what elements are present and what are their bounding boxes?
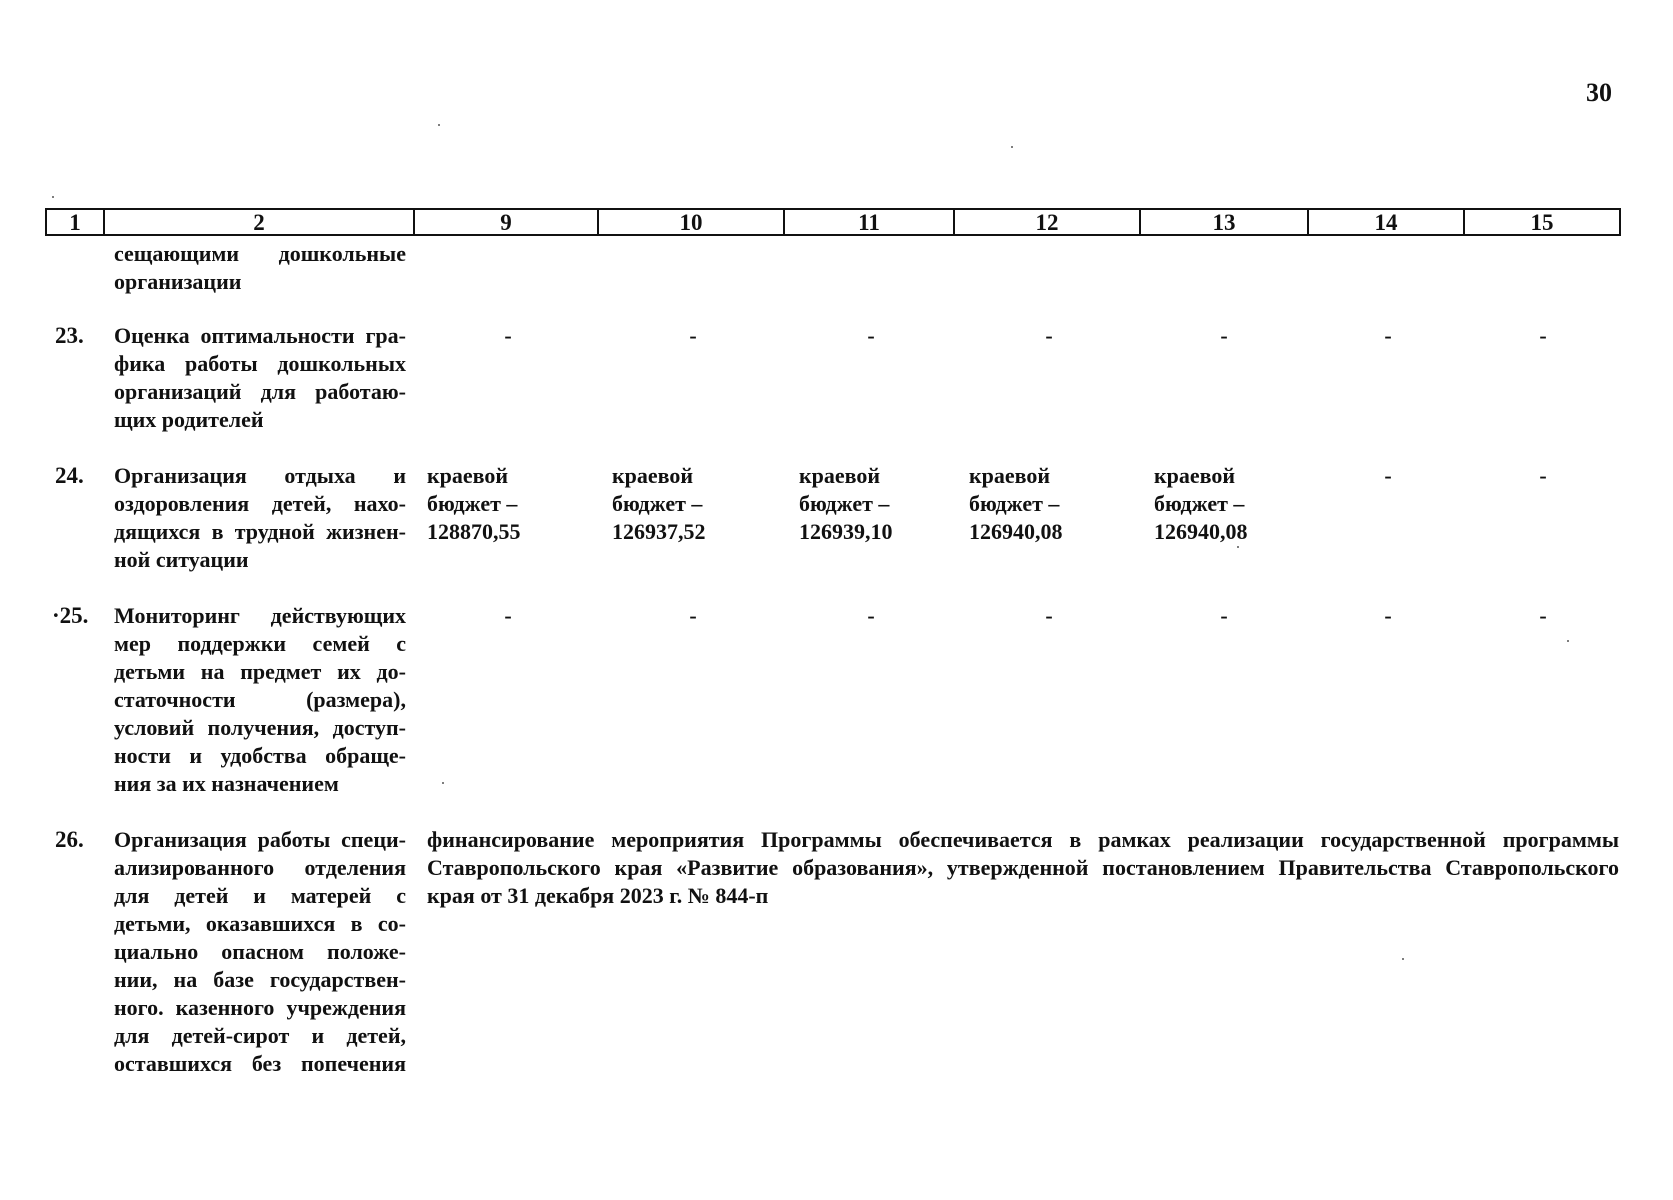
scan-speck xyxy=(1011,146,1013,148)
budget-label: краевой xyxy=(969,463,1051,488)
row-25-col-13: - xyxy=(1220,603,1228,628)
row-23-col-10: - xyxy=(689,323,697,348)
row-24-line: дящихся в трудной жизнен- xyxy=(114,519,406,544)
row-23-line: щих родителей xyxy=(114,407,264,432)
budget-label: краевой xyxy=(1154,463,1236,488)
row-25-col-12: - xyxy=(1045,603,1053,628)
row-24-line: оздоровления детей, нахо- xyxy=(114,491,406,516)
row-23-col-14: - xyxy=(1384,323,1392,348)
row-24-line: Организация отдыха и xyxy=(114,463,406,488)
row-26-line: для детей и матерей с xyxy=(114,883,406,908)
budget-label: краевой xyxy=(612,463,694,488)
row-23-col-12: - xyxy=(1045,323,1053,348)
scan-speck xyxy=(1567,640,1569,642)
header-col-1: 1 xyxy=(69,210,81,235)
row-25-description xyxy=(114,602,406,798)
budget-amount: 126940,08 xyxy=(1154,519,1248,544)
row-25-line: детьми на предмет их до- xyxy=(114,659,406,684)
row-25-col-9: - xyxy=(504,603,512,628)
row-23-number: 23. xyxy=(55,323,84,348)
row-24-col-10 xyxy=(612,462,706,546)
row-24-col-11 xyxy=(799,462,893,546)
header-col-2: 2 xyxy=(103,210,413,234)
row-25-col-14: - xyxy=(1384,603,1392,628)
scan-speck xyxy=(1402,958,1404,960)
financing-line: края от 31 декабря 2023 г. № 844-п xyxy=(427,883,769,908)
row-26-number: 26. xyxy=(55,827,84,852)
row-26-financing-note xyxy=(427,826,1619,910)
row-25-col-15: - xyxy=(1539,603,1547,628)
row-24-col-13 xyxy=(1154,462,1248,546)
page-number: 30 xyxy=(1586,78,1612,107)
row-23-description xyxy=(114,322,406,434)
row-24-col-15: - xyxy=(1539,463,1547,488)
header-col-11: 11 xyxy=(783,210,953,234)
header-col-9: 9 xyxy=(413,210,597,234)
financing-line: финансирование мероприятия Программы обеспечивается в рамках реализации государственной программы xyxy=(427,827,1619,852)
header-col-13: 13 xyxy=(1139,210,1307,234)
row-26-line: ализированного отделения xyxy=(114,855,406,880)
table-header-row xyxy=(45,208,1621,236)
row-22-description xyxy=(114,240,406,296)
financing-line: Ставропольского края «Развитие образования», утвержденной постановлением Правительства Ставропольского xyxy=(427,855,1619,880)
scan-speck xyxy=(442,782,444,784)
header-col-15: 15 xyxy=(1463,210,1619,234)
budget-label: краевой xyxy=(427,463,509,488)
budget-amount: 126940,08 xyxy=(969,519,1063,544)
scan-speck xyxy=(52,196,54,198)
row-23-line: Оценка оптимальности гра- xyxy=(114,323,406,348)
row-23-col-11: - xyxy=(867,323,875,348)
budget-amount: 126939,10 xyxy=(799,519,893,544)
row-25-line: условий получения, доступ- xyxy=(114,715,406,740)
row-24-line: ной ситуации xyxy=(114,547,249,572)
header-col-12: 12 xyxy=(953,210,1139,234)
row-24-col-14: - xyxy=(1384,463,1392,488)
row-23-col-9: - xyxy=(504,323,512,348)
budget-label: бюджет – xyxy=(427,491,518,516)
row-25-line: ности и удобства обраще- xyxy=(114,743,406,768)
row-25-line: мер поддержки семей с xyxy=(114,631,406,656)
row-26-line: для детей-сирот и детей, xyxy=(114,1023,406,1048)
row-26-line: ного. казенного учреждения xyxy=(114,995,406,1020)
scan-speck xyxy=(1237,546,1239,548)
budget-label: краевой xyxy=(799,463,881,488)
header-col-14: 14 xyxy=(1307,210,1463,234)
row-26-description xyxy=(114,826,406,1078)
row-23-col-15: - xyxy=(1539,323,1547,348)
row-26-line: нии, на базе государствен- xyxy=(114,967,406,992)
row-23-col-13: - xyxy=(1220,323,1228,348)
row-26-line: циально опасном положе- xyxy=(114,939,406,964)
budget-amount: 128870,55 xyxy=(427,519,521,544)
row-25-col-11: - xyxy=(867,603,875,628)
row-25-col-10: - xyxy=(689,603,697,628)
row-23-line: фика работы дошкольных xyxy=(114,351,406,376)
budget-label: бюджет – xyxy=(969,491,1060,516)
row-25-number: ·25. xyxy=(52,603,89,628)
budget-amount: 126937,52 xyxy=(612,519,706,544)
budget-label: бюджет – xyxy=(1154,491,1245,516)
row-25-line: статочности (размера), xyxy=(114,687,406,712)
row-24-col-9 xyxy=(427,462,521,546)
row-24-description xyxy=(114,462,406,574)
budget-label: бюджет – xyxy=(612,491,703,516)
scan-speck xyxy=(438,124,440,126)
row-26-line: Организация работы специ- xyxy=(114,827,406,852)
row-25-line: ния за их назначением xyxy=(114,771,339,796)
row-22-line: сещающими дошкольные xyxy=(114,241,406,266)
row-26-line: детьми, оказавшихся в со- xyxy=(114,911,406,936)
row-24-number: 24. xyxy=(55,463,84,488)
header-col-10: 10 xyxy=(597,210,783,234)
row-25-line: Мониторинг действующих xyxy=(114,603,406,628)
row-24-col-12 xyxy=(969,462,1063,546)
budget-label: бюджет – xyxy=(799,491,890,516)
row-22-line: организации xyxy=(114,269,242,294)
row-23-line: организаций для работаю- xyxy=(114,379,406,404)
row-26-line: оставшихся без попечения xyxy=(114,1051,406,1076)
